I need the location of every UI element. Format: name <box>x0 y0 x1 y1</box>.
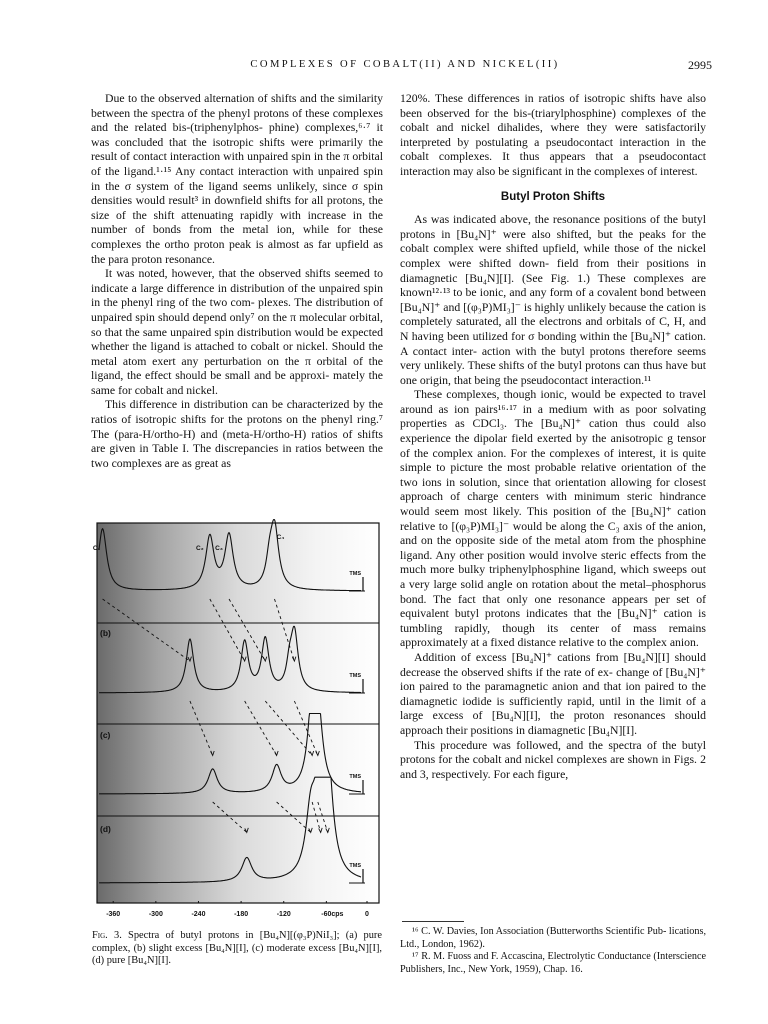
figure-3 <box>91 519 383 920</box>
peak-label: C₂ <box>196 545 204 552</box>
paragraph: 120%. These differences in ratios of isotropic shifts have also been observed for the bis-(triarylphosphine) complexes of the cobalt and nickel dihalides, where they were satisfactorily interpreted by postulating a pseudocontact interaction in the cobalt complexes. It thus appears that a pseudocontact interaction may also be significant in the complexes of interest. <box>400 92 706 178</box>
axis-tick-label: -180 <box>234 911 249 918</box>
panel-label: (d) <box>100 824 111 834</box>
paragraph: These complexes, though ionic, would be expected to travel around as ion pairs¹⁶·¹⁷ in a medium with as poor solvating properties as CDCl₃. The [Bu₄N]⁺ cation thus could also experience the dipolar field exerted by the anisotropic g tensor of the complex anion. For the complexes of interest, it is quite simple to picture the most probable relative orientation of the two ions in solution, since that orientation allowing for closest approach of charge centers with minimum steric hindrance would seem most likely. This position of the [Bu₄N]⁺ cation relative to [(φ₃P)MI₃]⁻ would be along the C₃ axis of the anion, and on the opposite side of the metal atom from the phosphine ligand. Any other position would involve steric effects from the much more bulky triphenylphosphine ligand, which sweeps out a very large solid angle on rotation about the metal–phosphorus bond. The fact that only one resonance appears per set of equivalent butyl protons indicates that the [Bu₄N]⁺ cation is tumbling rapidly, though its center of mass remains approximately at a fixed distance relative to the complex anion. <box>400 388 706 650</box>
running-head: COMPLEXES OF COBALT(II) AND NICKEL(II) <box>250 59 560 70</box>
panel-label: (c) <box>100 730 111 740</box>
panel-label: (b) <box>100 628 111 638</box>
axis-tick-label: -240 <box>191 911 206 918</box>
paragraph: This procedure was followed, and the spectra of the butyl protons for the cobalt and nickel complexes are shown in Figs. 2 and 3, respectively. For each figure, <box>400 738 706 781</box>
caption-label: Fig. 3. <box>92 930 122 941</box>
paragraph: This difference in distribution can be characterized by the ratios of isotropic shifts for the protons on the phenyl ring.⁷ The (para-H/ortho-H) and (meta-H/ortho-H) ratios of shifts are given in Table I. The discrepancies in ratios between the two complexes are as great as <box>91 398 383 470</box>
footnote-rule <box>402 921 464 922</box>
tms-label: TMS <box>349 863 361 869</box>
caption-text: Spectra of butyl protons in [Bu₄N][(φ₃P)NiI₃]; (a) pure complex, (b) slight excess [Bu₄N][I], (c) moderate excess [Bu₄N][I], (d) pure [Bu₄N][I]. <box>92 930 382 966</box>
figure-background <box>97 523 379 903</box>
footnotes <box>400 926 706 976</box>
peak-label: C₄ <box>276 534 285 541</box>
footnote: ¹⁶ C. W. Davies, Ion Association (Butterworths Scientific Pub- lications, Ltd., London, 1962). <box>400 926 706 950</box>
axis-tick-label: -60cps <box>321 911 344 918</box>
axis-tick-label: -120 <box>276 911 291 918</box>
section-heading: Butyl Proton Shifts <box>500 190 606 203</box>
peak-label: C₁ <box>92 545 101 552</box>
tms-label: TMS <box>349 673 361 679</box>
paragraph: Due to the observed alternation of shifts and the similarity between the spectra of the phenyl protons of these complexes and the related bis-(triphenylphos- phine) complexes,⁶·⁷ it was concluded that the isotropic shifts were primarily the result of contact interaction with unpaired spin in the π orbital of the ligand.¹·¹⁵ Any contact interaction with unpaired spin in the σ system of the ligand seems unlikely, since σ spin densities would result³ in downfield shifts for all protons, the size of the shift attenuating rapidly with increase in the number of bonds from the metal ion, while for these complexes the ortho proton peak is almost as far upfield as the para proton resonance. <box>91 92 383 266</box>
peak-label: C₃ <box>215 545 223 552</box>
page-number: 2995 <box>688 58 712 72</box>
axis-tick-label: -300 <box>148 911 163 918</box>
axis-tick-label: 0 <box>365 911 369 918</box>
axis-tick-label: -360 <box>106 911 121 918</box>
tms-label: TMS <box>349 571 361 577</box>
paragraph: It was noted, however, that the observed shifts seemed to indicate a large difference in distribution of the unpaired spin in the phenyl ring of the two com- plexes. The distribution of unpaired spin should depend only⁷ on the π molecular orbital, so that the same unpaired spin distribution would be expected whether the ligand is attached to cobalt or nickel. Should the metal atom exert any perturbation on the π orbital of the ligand, the effect should be small and be approxi- mately the same for cobalt and nickel. <box>91 267 383 397</box>
figure-caption <box>92 930 382 968</box>
right-column <box>400 92 706 782</box>
left-column <box>91 92 383 471</box>
paragraph: As was indicated above, the resonance positions of the butyl protons in [Bu₄N]⁺ were also shifted, but the peaks for the cobalt complex were shifted upfield, while those of the nickel complex were shifted down- field from their positions in diamagnetic [Bu₄N][I]. (See Fig. 1.) These complexes are known¹²·¹³ to be ionic, and any form of a covalent bond between [Bu₄N]⁺ and [(φ₃P)MI₃]⁻ is highly unlikely because the cation is completely saturated, all the electrons and orbitals of C, H, and N having been utilized for σ bonding within the [Bu₄N]⁺ cation. A contact inter- action with the butyl protons therefore seems very unlikely. These shifts of the butyl protons can thus have but one origin, that being the pseudocontact interaction.¹¹ <box>400 213 706 387</box>
footnote: ¹⁷ R. M. Fuoss and F. Accascina, Electrolytic Conductance (Interscience Publishers, Inc., New York, 1959), Chap. 16. <box>400 951 706 975</box>
tms-label: TMS <box>349 774 361 780</box>
nmr-spectra-figure <box>91 519 383 920</box>
paragraph: Addition of excess [Bu₄N]⁺ cations from [Bu₄N][I] should decrease the observed shifts if the rate of ex- change of [Bu₄N]⁺ ion paired to the paramagnetic anion and that ion paired to the diamagnetic iodide is sufficiently rapid, until in the limit of a large excess of [Bu₄N][I], the proton resonances should approach their positions in diamagnetic [Bu₄N][I]. <box>400 650 706 737</box>
